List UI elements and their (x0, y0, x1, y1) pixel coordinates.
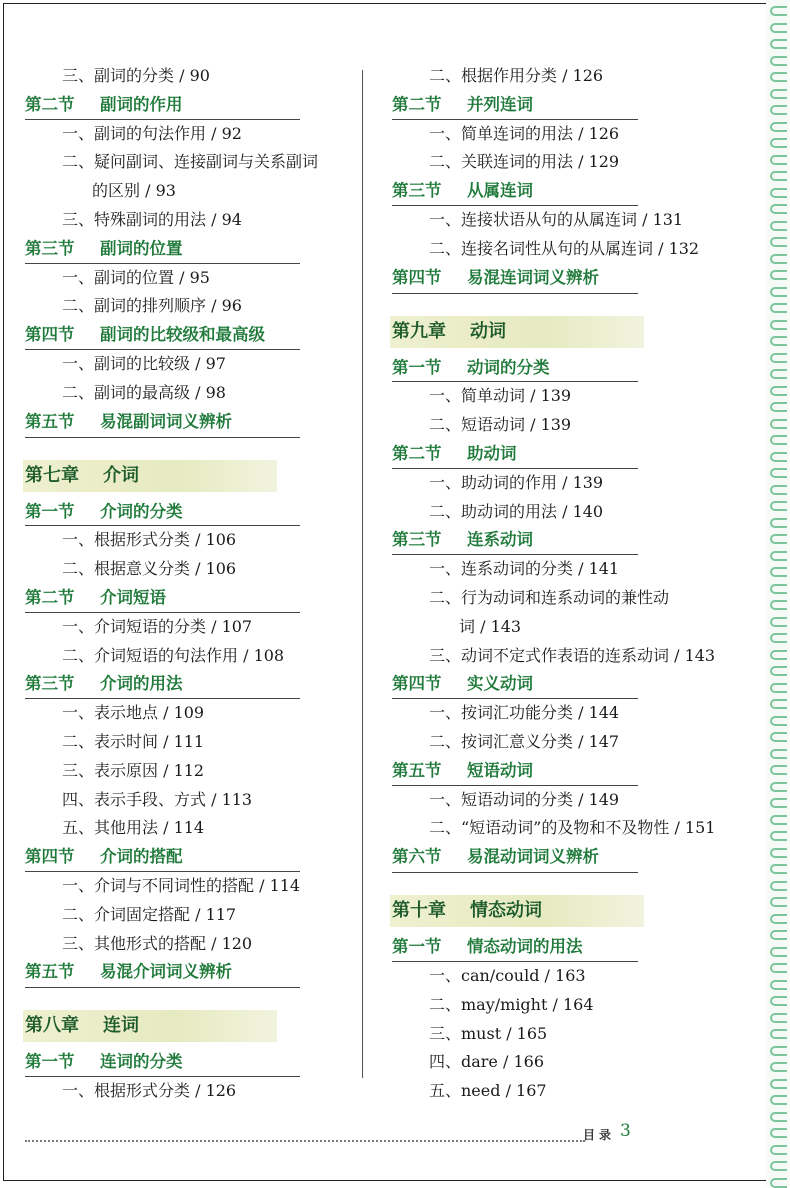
section-title: 动词的分类 (467, 357, 550, 377)
section-number: 第一节 (25, 501, 75, 521)
binding-ring (770, 551, 787, 561)
toc-entry: 一、连接状语从句的从属连词 / 131 (429, 209, 684, 229)
binding-ring (770, 23, 787, 33)
section-number: 第五节 (25, 962, 75, 982)
binding-ring (770, 1095, 787, 1105)
binding-ring (770, 947, 787, 957)
column-divider (362, 70, 363, 1078)
toc-entry: 一、简单连词的用法 / 126 (429, 123, 620, 143)
section-number: 第一节 (25, 1052, 75, 1072)
binding-ring (770, 188, 787, 198)
chapter-title: 动词 (470, 320, 506, 342)
section-number: 第二节 (25, 94, 75, 114)
section-title: 易混副词词义辨析 (100, 411, 232, 431)
toc-entry: 词 / 143 (459, 616, 522, 636)
toc-entry: 二、根据意义分类 / 106 (62, 559, 237, 579)
section-heading (25, 843, 300, 872)
toc-entry: 二、介词短语的句法作用 / 108 (62, 645, 285, 665)
toc-entry: 二、副词的最高级 / 98 (62, 382, 226, 402)
section-number: 第二节 (25, 587, 75, 607)
section-heading (392, 757, 638, 786)
footer-section-label: 目录 (583, 1128, 616, 1142)
binding-ring (770, 996, 787, 1006)
section-heading (25, 235, 300, 264)
binding-ring (770, 567, 787, 577)
chapter-heading (25, 1004, 300, 1048)
toc-entry: 二、短语动词 / 139 (429, 415, 572, 435)
toc-entry: 二、疑问副词、连接副词与关系副词 (62, 152, 319, 172)
binding-ring (770, 122, 787, 132)
chapter-label (392, 316, 506, 348)
binding-ring (770, 666, 787, 676)
binding-ring (770, 897, 787, 907)
binding-ring (770, 105, 787, 115)
section-heading (392, 264, 638, 294)
binding-ring (770, 1079, 787, 1089)
chapter-heading (25, 454, 300, 498)
binding-ring (770, 600, 787, 610)
binding-ring (770, 1161, 787, 1171)
toc-entry: 二、助动词的用法 / 140 (429, 501, 604, 521)
binding-ring (770, 584, 787, 594)
section-title: 易混介词词义辨析 (100, 962, 232, 982)
section-title: 介词的搭配 (100, 847, 183, 867)
section-heading (392, 91, 638, 120)
binding-ring (770, 963, 787, 973)
page-number: 3 (620, 1121, 631, 1141)
binding-ring (770, 815, 787, 825)
binding-ring (770, 1046, 787, 1056)
toc-entry: 的区别 / 93 (92, 181, 176, 201)
section-title: 助动词 (467, 443, 517, 463)
binding-ring (770, 749, 787, 759)
toc-entry: 一、助动词的作用 / 139 (429, 472, 604, 492)
section-heading (392, 440, 638, 469)
section-title: 副词的比较级和最高级 (100, 325, 265, 345)
toc-left-column (25, 62, 319, 1106)
section-heading (25, 584, 300, 613)
section-heading (392, 526, 638, 555)
binding-ring (770, 534, 787, 544)
binding-ring (770, 254, 787, 264)
section-title: 介词的分类 (100, 501, 183, 521)
toc-entry: 二、行为动词和连系动词的兼性动 (429, 587, 670, 607)
section-title: 连系动词 (467, 530, 533, 550)
section-title: 情态动词的用法 (467, 937, 583, 957)
toc-entry: 二、介词固定搭配 / 117 (62, 904, 237, 924)
binding-ring (770, 237, 787, 247)
binding-ring (770, 353, 787, 363)
toc-entry: 三、表示原因 / 112 (62, 760, 205, 780)
toc-entry: 一、副词的比较级 / 97 (62, 353, 226, 373)
binding-ring (770, 6, 787, 16)
section-title: 从属连词 (467, 181, 533, 201)
binding-ring (770, 485, 787, 495)
section-number: 第五节 (25, 411, 75, 431)
binding-ring (770, 501, 787, 511)
section-title: 易混动词词义辨析 (467, 847, 599, 867)
toc-entry: 二、连接名词性从句的从属连词 / 132 (429, 238, 700, 258)
binding-ring (770, 617, 787, 627)
section-number: 第四节 (392, 674, 442, 694)
toc-entry: 一、副词的位置 / 95 (62, 267, 210, 287)
binding-ring (770, 980, 787, 990)
section-number: 第一节 (392, 357, 442, 377)
binding-ring (770, 650, 787, 660)
toc-entry: 二、表示时间 / 111 (62, 731, 205, 751)
section-number: 第四节 (25, 847, 75, 867)
section-heading (392, 933, 638, 962)
binding-ring (770, 798, 787, 808)
toc-entry: 三、副词的分类 / 90 (62, 66, 210, 85)
binding-ring (770, 336, 787, 346)
binding-ring (770, 518, 787, 528)
section-title: 介词短语 (100, 587, 166, 607)
section-title: 副词的位置 (100, 238, 183, 258)
binding-ring (770, 1029, 787, 1039)
chapter-heading (392, 889, 638, 933)
binding-ring (770, 386, 787, 396)
section-number: 第三节 (25, 674, 75, 694)
section-heading (25, 91, 300, 120)
section-title: 并列连词 (467, 94, 533, 114)
toc-entry: 一、短语动词的分类 / 149 (429, 789, 620, 809)
section-number: 第四节 (392, 267, 442, 287)
toc-entry: 五、其他用法 / 114 (62, 818, 205, 838)
toc-entry: 一、表示地点 / 109 (62, 703, 205, 723)
binding-ring (770, 72, 787, 82)
section-heading (25, 498, 300, 527)
toc-entry: 五、need / 167 (429, 1081, 547, 1101)
chapter-number: 第八章 (25, 1015, 79, 1037)
section-heading (25, 958, 300, 988)
chapter-label (25, 460, 139, 492)
binding-ring (770, 1178, 787, 1188)
binding-ring (770, 1062, 787, 1072)
section-heading (25, 321, 300, 350)
section-title: 介词的用法 (100, 674, 183, 694)
binding-ring (770, 848, 787, 858)
section-number: 第二节 (392, 94, 442, 114)
toc-entry: 一、介词与不同词性的搭配 / 114 (62, 875, 301, 895)
chapter-number: 第九章 (392, 320, 446, 342)
binding-ring (770, 171, 787, 181)
binding-ring (770, 1145, 787, 1155)
section-number: 第三节 (25, 238, 75, 258)
section-title: 短语动词 (467, 760, 533, 780)
binding-ring (770, 320, 787, 330)
toc-right-column (392, 62, 716, 1106)
binding-spine (766, 0, 790, 1186)
binding-ring (770, 221, 787, 231)
binding-ring (770, 270, 787, 280)
chapter-title: 介词 (103, 464, 139, 486)
binding-ring (770, 914, 787, 924)
section-heading (392, 670, 638, 699)
section-number: 第四节 (25, 325, 75, 345)
section-title: 实义动词 (467, 674, 533, 694)
chapter-number: 第七章 (25, 464, 79, 486)
binding-ring (770, 1013, 787, 1023)
toc-entry: 四、dare / 166 (429, 1052, 545, 1072)
section-title: 易混连词词义辨析 (467, 267, 599, 287)
binding-ring (770, 303, 787, 313)
binding-ring (770, 138, 787, 148)
toc-entry: 一、连系动词的分类 / 141 (429, 559, 620, 579)
toc-entry: 二、may/might / 164 (429, 994, 594, 1014)
chapter-label (392, 895, 542, 927)
toc-entry: 三、特殊副词的用法 / 94 (62, 209, 242, 229)
section-heading (25, 670, 300, 699)
binding-ring (770, 402, 787, 412)
toc-entry: 二、按词汇意义分类 / 147 (429, 731, 620, 751)
binding-ring (770, 831, 787, 841)
binding-ring (770, 782, 787, 792)
binding-ring (770, 369, 787, 379)
binding-ring (770, 683, 787, 693)
binding-ring (770, 1112, 787, 1122)
section-heading (25, 408, 300, 438)
binding-ring (770, 204, 787, 214)
binding-ring (770, 155, 787, 165)
toc-entry: 二、关联连词的用法 / 129 (429, 152, 620, 172)
section-number: 第三节 (392, 181, 442, 201)
chapter-number: 第十章 (392, 900, 446, 922)
binding-ring (770, 881, 787, 891)
binding-ring (770, 716, 787, 726)
section-number: 第六节 (392, 847, 442, 867)
section-heading (25, 1048, 300, 1077)
binding-ring (770, 39, 787, 49)
section-number: 第五节 (392, 760, 442, 780)
toc-entry: 一、副词的句法作用 / 92 (62, 123, 242, 143)
binding-ring (770, 864, 787, 874)
section-heading (392, 354, 638, 383)
toc-entry: 三、动词不定式作表语的连系动词 / 143 (429, 645, 716, 665)
toc-entry: 二、副词的排列顺序 / 96 (62, 296, 242, 316)
chapter-title: 情态动词 (470, 900, 542, 922)
toc-entry: 三、其他形式的搭配 / 120 (62, 933, 253, 953)
toc-entry: 一、根据形式分类 / 126 (62, 1081, 237, 1101)
section-number: 第一节 (392, 937, 442, 957)
toc-entry: 二、“短语动词”的及物和不及物性 / 151 (429, 818, 716, 838)
binding-ring (770, 287, 787, 297)
footer-dotted-rule (25, 1140, 585, 1142)
section-number: 第三节 (392, 530, 442, 550)
toc-entry: 一、按词汇功能分类 / 144 (429, 703, 620, 723)
toc-entry: 四、表示手段、方式 / 113 (62, 789, 253, 809)
binding-ring (770, 56, 787, 66)
toc-entry: 一、介词短语的分类 / 107 (62, 616, 253, 636)
toc-entry: 三、must / 165 (429, 1023, 548, 1043)
binding-ring (770, 732, 787, 742)
section-title: 连词的分类 (100, 1052, 183, 1072)
binding-ring (770, 89, 787, 99)
section-heading (392, 843, 638, 873)
toc-entry: 一、根据形式分类 / 106 (62, 530, 237, 550)
toc-entry: 一、can/could / 163 (429, 965, 586, 985)
binding-ring (770, 765, 787, 775)
section-title: 副词的作用 (100, 94, 183, 114)
chapter-title: 连词 (103, 1015, 139, 1037)
binding-ring (770, 435, 787, 445)
binding-ring (770, 468, 787, 478)
binding-ring (770, 419, 787, 429)
binding-ring (770, 633, 787, 643)
binding-ring (770, 452, 787, 462)
chapter-label (25, 1010, 139, 1042)
binding-ring (770, 1128, 787, 1138)
chapter-heading (392, 310, 638, 354)
section-heading (392, 177, 638, 206)
binding-ring (770, 930, 787, 940)
binding-ring (770, 699, 787, 709)
toc-entry: 一、简单动词 / 139 (429, 386, 572, 406)
section-number: 第二节 (392, 443, 442, 463)
toc-entry: 二、根据作用分类 / 126 (429, 66, 604, 85)
